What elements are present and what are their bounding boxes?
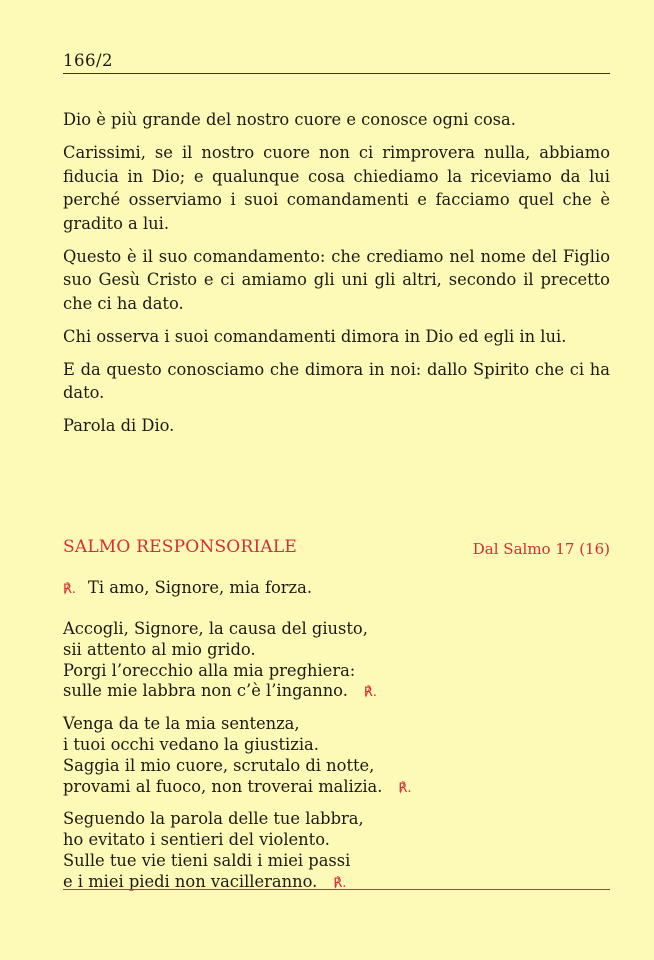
reading-paragraph-1: Dio è più grande del nostro cuore e conosce ogni cosa. [63, 110, 516, 129]
response-symbol: ℟. [63, 582, 77, 597]
stanza-line: i tuoi occhi vedano la giustizia. [63, 734, 319, 754]
reading-paragraph-2: Carissimi, se il nostro cuore non ci rimprovera nulla, abbiamo fiducia in Dio; e qualunque cosa chiediamo la riceviamo da lui perché osserviamo i suoi comandamenti e facciamo quel che è gradito a lui. [63, 143, 610, 233]
reading-paragraph-3: Questo è il suo comandamento: che crediamo nel nome del Figlio suo Gesù Cristo e ci amiamo gli uni gli altri, secondo il precetto che ci ha dato. [63, 246, 610, 313]
response-symbol: ℟. [398, 780, 412, 796]
reading-paragraph-5: E da questo conosciamo che dimora in noi: dallo Spirito che ci ha dato. [63, 359, 610, 402]
reading-paragraph-4: Chi osserva i suoi comandamenti dimora in Dio ed egli in lui. [63, 326, 567, 346]
stanza-line: Porgi l’orecchio alla mia preghiera: [63, 660, 356, 680]
stanza-line: sulle mie labbra non c’è l’inganno. ℟. [63, 681, 377, 701]
stanza-line: Saggia il mio cuore, scrutalo di notte, [63, 755, 375, 775]
stanza-line: ho evitato i sentieri del violento. [63, 830, 330, 850]
stanza-line: provami al fuoco, non troverai malizia. ℟. [63, 776, 412, 796]
response-text: Ti amo, Signore, mia forza. [88, 578, 313, 597]
bottom-divider [63, 889, 610, 890]
stanza-1 [63, 619, 411, 704]
psalm-stanzas [63, 619, 411, 905]
stanza-line: Seguendo la parola delle tue labbra, [63, 809, 364, 829]
top-divider [63, 73, 610, 74]
page-number: 166/2 [63, 51, 114, 70]
psalm-title: SALMO RESPONSORIALE [63, 537, 297, 557]
reading-closing: Parola di Dio. [63, 416, 175, 435]
stanza-3 [63, 809, 411, 894]
stanza-2 [63, 714, 411, 799]
response-symbol: ℟. [363, 685, 377, 701]
stanza-line: Sulle tue vie tieni saldi i miei passi [63, 850, 351, 870]
stanza-line: Venga da te la mia sentenza, [63, 714, 300, 734]
reading-text [63, 108, 610, 447]
psalm-source: Dal Salmo 17 (16) [472, 540, 610, 558]
response-symbol: ℟. [333, 875, 347, 891]
stanza-line: Accogli, Signore, la causa del giusto, [63, 619, 368, 638]
stanza-line: sii attento al mio grido. [63, 639, 256, 659]
stanza-line: e i miei piedi non vacilleranno. ℟. [63, 871, 347, 891]
psalm-response [63, 578, 312, 597]
